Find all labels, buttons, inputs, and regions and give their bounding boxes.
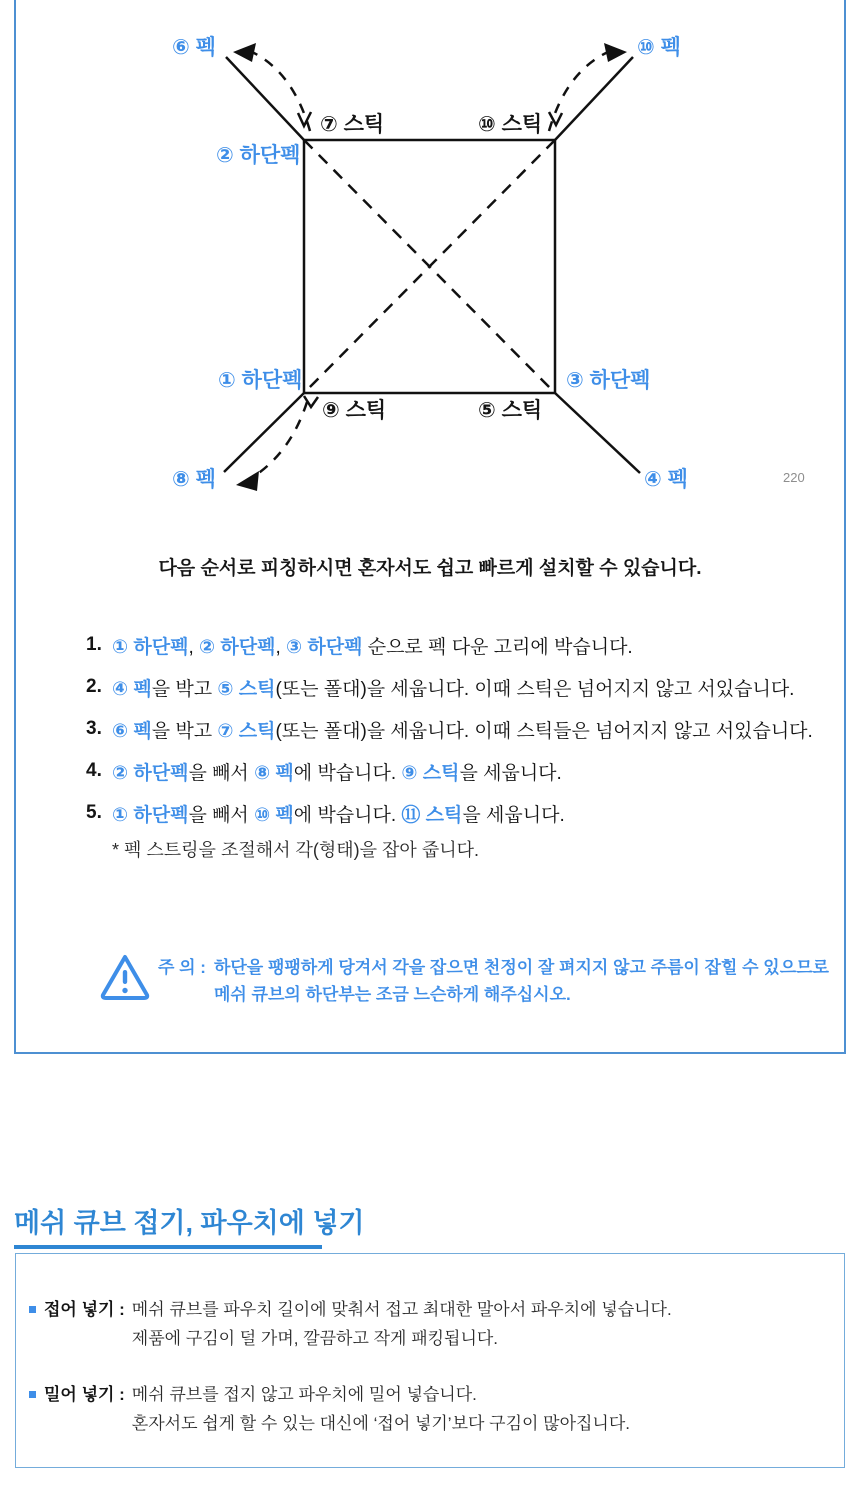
step-term: ② 하단펙 [199,636,276,658]
step-text [112,716,813,743]
step-term: ⑨ 스틱 [401,762,460,784]
guyline-bottom-left [224,393,304,472]
arrowhead-bottom-left [236,471,259,491]
step-plain: 을 빼서 [188,804,255,826]
steps-list [86,624,813,862]
label-stick-5: ⑤ 스틱 [478,399,543,422]
pitching-diagram-svg [0,0,860,510]
bullet-line-1: 메쉬 큐브를 접지 않고 파우치에 밀어 넣습니다. [131,1385,477,1404]
bullet-fold-insert [29,1295,819,1353]
bullet-line-2: 제품에 구김이 덜 가며, 깔끔하고 작게 패킹됩니다. [131,1329,499,1348]
bullet-push-insert [29,1380,819,1438]
label-lower-peg-2: ② 하단펙 [216,144,301,167]
step-term: ⑧ 펙 [254,762,294,784]
step-row-2 [86,666,795,708]
step-text [112,632,633,659]
step-term: ③ 하단펙 [286,636,363,658]
step-text [112,800,565,827]
pitching-diagram [0,0,860,510]
warning-body [158,954,829,1008]
step-row-4 [86,750,786,792]
step-plain: 순으로 펙 다운 고리에 박습니다. [362,636,633,658]
step-term: ⑥ 펙 [112,720,152,742]
peg-string-footnote: * 펙 스트링을 조절해서 각(형태)을 잡아 줍니다. [112,840,479,860]
step-term: ① 하단펙 [112,804,189,826]
warning-label: 주 의 : [158,958,206,977]
step-term: ⑦ 스틱 [217,720,276,742]
step-number: 3. [86,718,102,739]
step-plain: 을 빼서 [188,762,255,784]
step-plain: , [188,636,199,658]
warning-line-2: 메쉬 큐브의 하단부는 조금 느슨하게 해주십시오. [213,985,571,1004]
step-term: ⑩ 펙 [254,804,294,826]
guyline-top-right [555,57,633,140]
move-arrow-bottom-left [253,402,307,477]
step-number: 2. [86,676,102,697]
bullet-line-1: 메쉬 큐브를 파우치 길이에 맞춰서 접고 최대한 말아서 파우치에 넣습니다. [131,1300,672,1319]
warning-triangle-icon [98,952,152,1002]
label-stick-9: ⑨ 스틱 [322,399,387,422]
step-plain: (또는 폴대)을 세웁니다. 이때 스틱들은 넘어지지 않고 서있습니다. [275,720,813,742]
bullet-text [132,1380,630,1438]
step-plain: 을 박고 [151,678,218,700]
label-lower-peg-3: ③ 하단펙 [566,369,651,392]
bullet-label: 접어 넣기 : [44,1300,125,1319]
step-plain: (또는 폴대)을 세웁니다. 이때 스틱은 넘어지지 않고 서있습니다. [275,678,795,700]
step-term: ① 하단펙 [112,636,189,658]
fold-title-underline [14,1245,322,1249]
arrowhead-top-right [604,43,627,62]
step-term: ② 하단펙 [112,762,189,784]
label-peg-4: ④ 펙 [644,468,688,491]
warning-line-1: 하단을 팽팽하게 당겨서 각을 잡으면 천정이 잘 펴지지 않고 주름이 잡힐 수 있으므로 [213,958,829,977]
label-stick-7: ⑦ 스틱 [320,113,385,136]
guyline-top-left [226,57,304,140]
arrowhead-top-left [233,43,256,62]
step-text [112,674,794,701]
step-plain: 에 박습니다. [293,804,402,826]
step-term: ⑤ 스틱 [217,678,276,700]
bullet-text [132,1295,672,1353]
bullet-label: 밀어 넣기 : [44,1385,125,1404]
step-row-5 [86,792,786,834]
intro-text: 다음 순서로 피칭하시면 혼자서도 쉽고 빠르게 설치할 수 있습니다. [158,558,702,579]
page-number: 220 [783,470,805,485]
guyline-bottom-right [555,393,640,473]
step-number: 4. [86,760,102,781]
step-number: 1. [86,634,102,655]
step-row-1 [86,624,786,666]
step-term: ④ 펙 [112,678,152,700]
label-lower-peg-1: ① 하단펙 [218,369,303,392]
step-plain: 을 세웁니다. [462,804,565,826]
label-peg-6: ⑥ 펙 [172,36,216,59]
bullet-square-marker [29,1391,36,1398]
step-text [112,758,562,785]
step-term: ⑪ 스틱 [401,804,463,826]
label-stick-10: ⑩ 스틱 [478,113,543,136]
step-plain: 을 세웁니다. [459,762,562,784]
warning-block [98,948,829,1008]
label-peg-8: ⑧ 펙 [172,468,216,491]
bullet-square-marker [29,1306,36,1313]
fold-section-title: 메쉬 큐브 접기, 파우치에 넣기 [14,1208,365,1238]
bullet-line-2: 혼자서도 쉽게 할 수 있는 대신에 ‘접어 넣기’보다 구김이 많아집니다. [131,1414,630,1433]
step-plain: 을 박고 [151,720,218,742]
step-plain: 에 박습니다. [293,762,402,784]
fold-bullet-list [29,1295,819,1438]
label-peg-10: ⑩ 펙 [637,36,681,59]
step-number: 5. [86,802,102,823]
step-row-3 [86,708,813,750]
step-plain: , [275,636,286,658]
warning-text [214,954,829,1008]
